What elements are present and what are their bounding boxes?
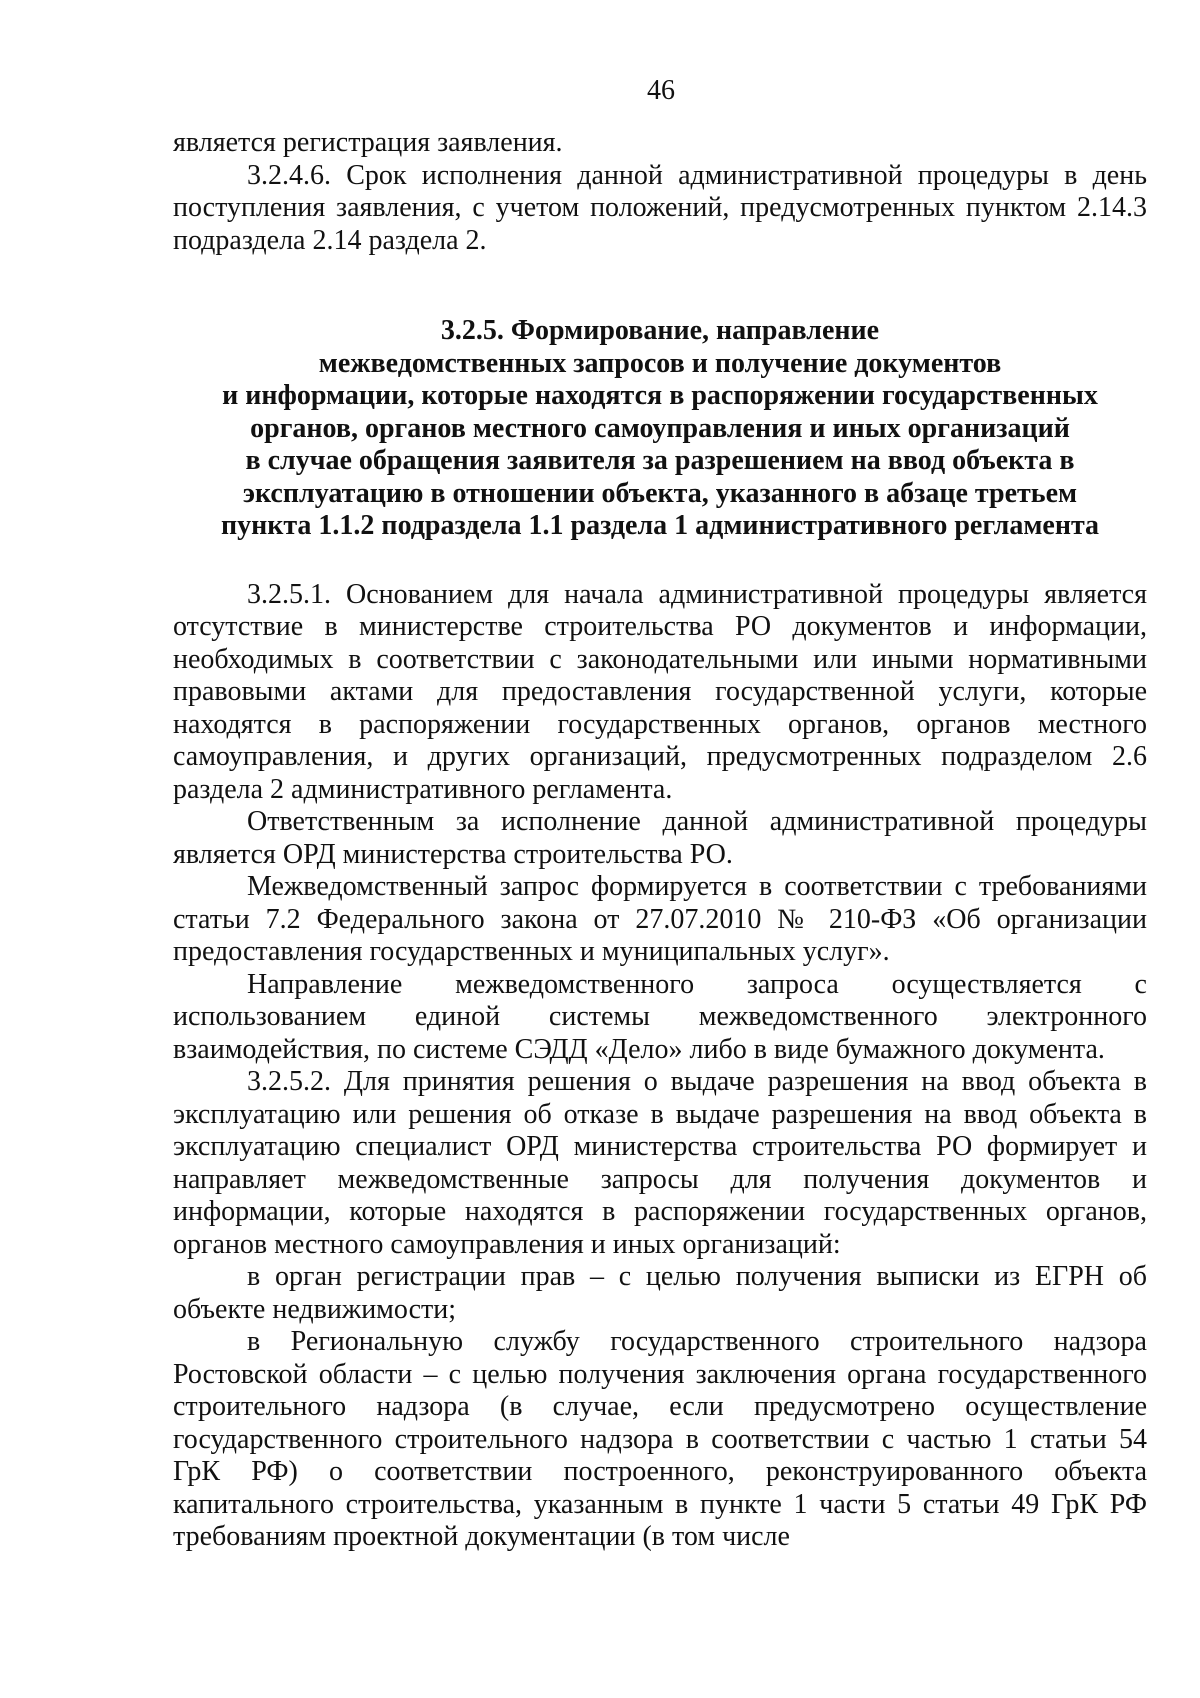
section-heading-3-2-5 (173, 315, 1147, 543)
paragraph-3-2-5-2: 3.2.5.2. Для принятия решения о выдаче разрешения на ввод объекта в эксплуатацию или решения об отказе в выдаче разрешения на ввод объекта в эксплуатацию специалист ОРД министерства строительства РО формирует и направляет межведомственные запросы для получения документов и информации, которые находятся в распоряжении государственных органов, органов местного самоуправления и иных организаций: (173, 1066, 1147, 1260)
paragraph-3-2-4-6: 3.2.4.6. Срок исполнения данной административной процедуры в день поступления заявления, с учетом положений, предусмотренных пунктом 2.14.3 подраздела 2.14 раздела 2. (173, 159, 1147, 256)
heading-line: межведомственных запросов и получение документов (318, 347, 1002, 379)
document-body (173, 127, 1147, 1554)
paragraph-responsible: Ответственным за исполнение данной административной процедуры является ОРД министерства строительства РО. (173, 806, 1147, 870)
heading-line: и информации, которые находятся в распоряжении государственных (222, 380, 1098, 411)
heading-line: органов, органов местного самоуправления и иных организаций (250, 412, 1070, 444)
page-number: 46 (647, 75, 675, 106)
paragraph-intro-1: является регистрация заявления. (173, 127, 563, 158)
heading-line: эксплуатацию в отношении объекта, указанного в абзаце третьем (242, 477, 1078, 509)
paragraph-request-delivery: Направление межведомственного запроса осуществляется с использованием единой системы межведомственного электронного взаимодействия, по системе СЭДД «Дело» либо в виде бумажного документа. (173, 968, 1147, 1065)
heading-line: 3.2.5. Формирование, направление (440, 315, 880, 346)
paragraph-registration-authority: в орган регистрации прав – с целью получения выписки из ЕГРН об объекте недвижимости; (173, 1261, 1147, 1325)
paragraph-3-2-5-1: 3.2.5.1. Основанием для начала административной процедуры является отсутствие в министерстве строительства РО документов и информации, необходимых в соответствии с законодательными или иными нормативными правовыми актами для предоставления государственной услуги, которые находятся в распоряжении государственных органов, органов местного самоуправления, и других организаций, предусмотренных подразделом 2.6 раздела 2 административного регламента. (173, 578, 1147, 805)
paragraph-interagency-request: Межведомственный запрос формируется в соответствии с требованиями статьи 7.2 Федерального закона от 27.07.2010 № 210-ФЗ «Об организации предоставления государственных и муниципальных услуг». (173, 871, 1147, 967)
heading-line: пункта 1.1.2 подраздела 1.1 раздела 1 административного регламента (220, 510, 1100, 541)
heading-line: в случае обращения заявителя за разрешением на ввод объекта в (245, 445, 1075, 476)
paragraph-construction-supervision: в Региональную службу государственного строительного надзора Ростовской области – с целью получения заключения органа государственного строительного надзора (в случае, если предусмотрено осуществление государственного строительного надзора в соответствии с частью 1 статьи 54 ГрК РФ) о соответствии построенного, реконструированного объекта капитального строительства, указанным в пункте 1 части 5 статьи 49 ГрК РФ требованиям проектной документации (в том числе (173, 1326, 1147, 1552)
